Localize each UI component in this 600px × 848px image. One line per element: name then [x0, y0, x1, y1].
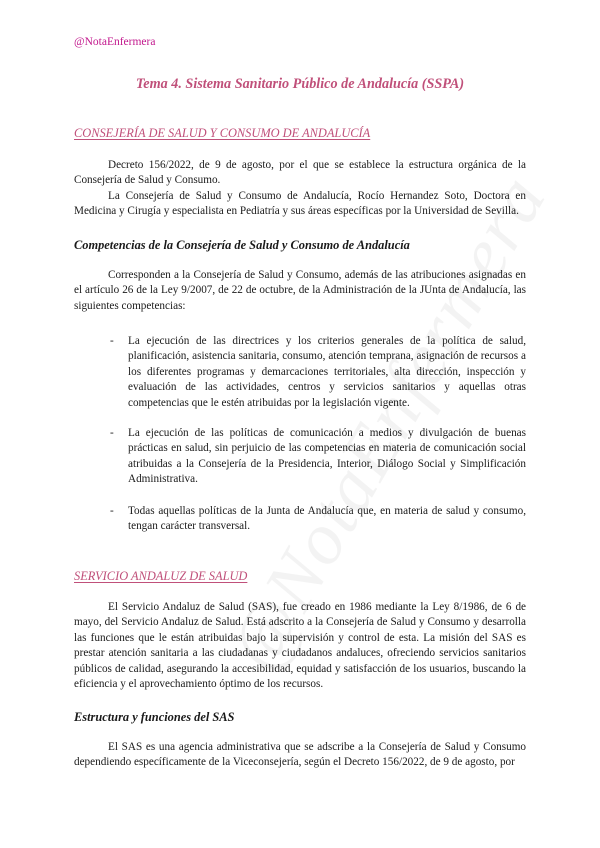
paragraph-consejera: La Consejería de Salud y Consumo de Andalucía, Rocío Hernandez Soto, Doctora en Medicina y Cirugía y especialista en Pediatría y sus áreas específicas por la Universidad de Sevilla.	[74, 190, 526, 218]
document-title: Tema 4. Sistema Sanitario Público de Andalucía (SSPA)	[135, 76, 465, 92]
section-heading-sas: SERVICIO ANDALUZ DE SALUD	[74, 569, 248, 583]
paragraph-sas-intro: El Servicio Andaluz de Salud (SAS), fue creado en 1986 mediante la Ley 8/1986, de 6 de mayo, del Servicio Andaluz de Salud. Está adscrito a la Consejería de Salud y Consumo y desarrolla las funciones que le están atribuidas bajo la supervisión y control de esta. La misión del SAS es prestar atención sanitaria a las ciudadanas y ciudadanos andaluces, ofreciendo servicios sanitarios públicos de calidad, asegurando la accesibilidad, equidad y satisfacción de los usuarios, buscando la eficiencia y el aprovechamiento óptimo de los recursos.	[74, 601, 526, 691]
bullet-dash: -	[110, 505, 114, 517]
list-item-text: La ejecución de las políticas de comunicación a medios y divulgación de buenas prácticas en salud, sin perjuicio de las competencias en materia de comunicación social atribuidas a la Consejería de la Presidencia, Interior, Diálogo Social y Simplificación Administrativa.	[128, 427, 526, 486]
list-item	[110, 504, 526, 535]
subheading-competencias: Competencias de la Consejería de Salud y Consumo de Andalucía	[74, 238, 410, 252]
paragraph-competencias-intro: Corresponden a la Consejería de Salud y Consumo, además de las atribuciones asignadas en el artículo 26 de la Ley 9/2007, de 22 de octubre, de la Administración de la JUnta de Andalucía, las siguientes competencias:	[74, 269, 526, 312]
list-item-text: Todas aquellas políticas de la Junta de Andalucía que, en materia de salud y consumo, tengan carácter transversal.	[128, 505, 526, 533]
paragraph-sas-estructura: El SAS es una agencia administrativa que se adscribe a la Consejería de Salud y Consumo dependiendo específicamente de la Viceconsejería, según el Decreto 156/2022, de 9 de agosto, por	[74, 741, 526, 769]
list-item	[110, 426, 526, 488]
list-item	[110, 334, 526, 411]
paragraph-decreto: Decreto 156/2022, de 9 de agosto, por el que se establece la estructura orgánica de la Consejería de Salud y Consumo.	[74, 159, 526, 187]
section-heading-consejeria: CONSEJERÍA DE SALUD Y CONSUMO DE ANDALUCÍA	[74, 126, 371, 140]
brand-label: @NotaEnfermera	[74, 36, 156, 48]
bullet-dash: -	[110, 335, 114, 347]
subheading-estructura: Estructura y funciones del SAS	[74, 710, 235, 724]
list-item-text: La ejecución de las directrices y los criterios generales de la política de salud, planificación, asistencia sanitaria, consumo, atención temprana, asignación de recursos a los diferentes programas y demarcaciones territoriales, alta dirección, inspección y evaluación de las actividades, centros y servicios sanitarios y aquellas otras competencias que le estén atribuidas por la legislación vigente.	[128, 335, 526, 409]
bullet-dash: -	[110, 427, 114, 439]
